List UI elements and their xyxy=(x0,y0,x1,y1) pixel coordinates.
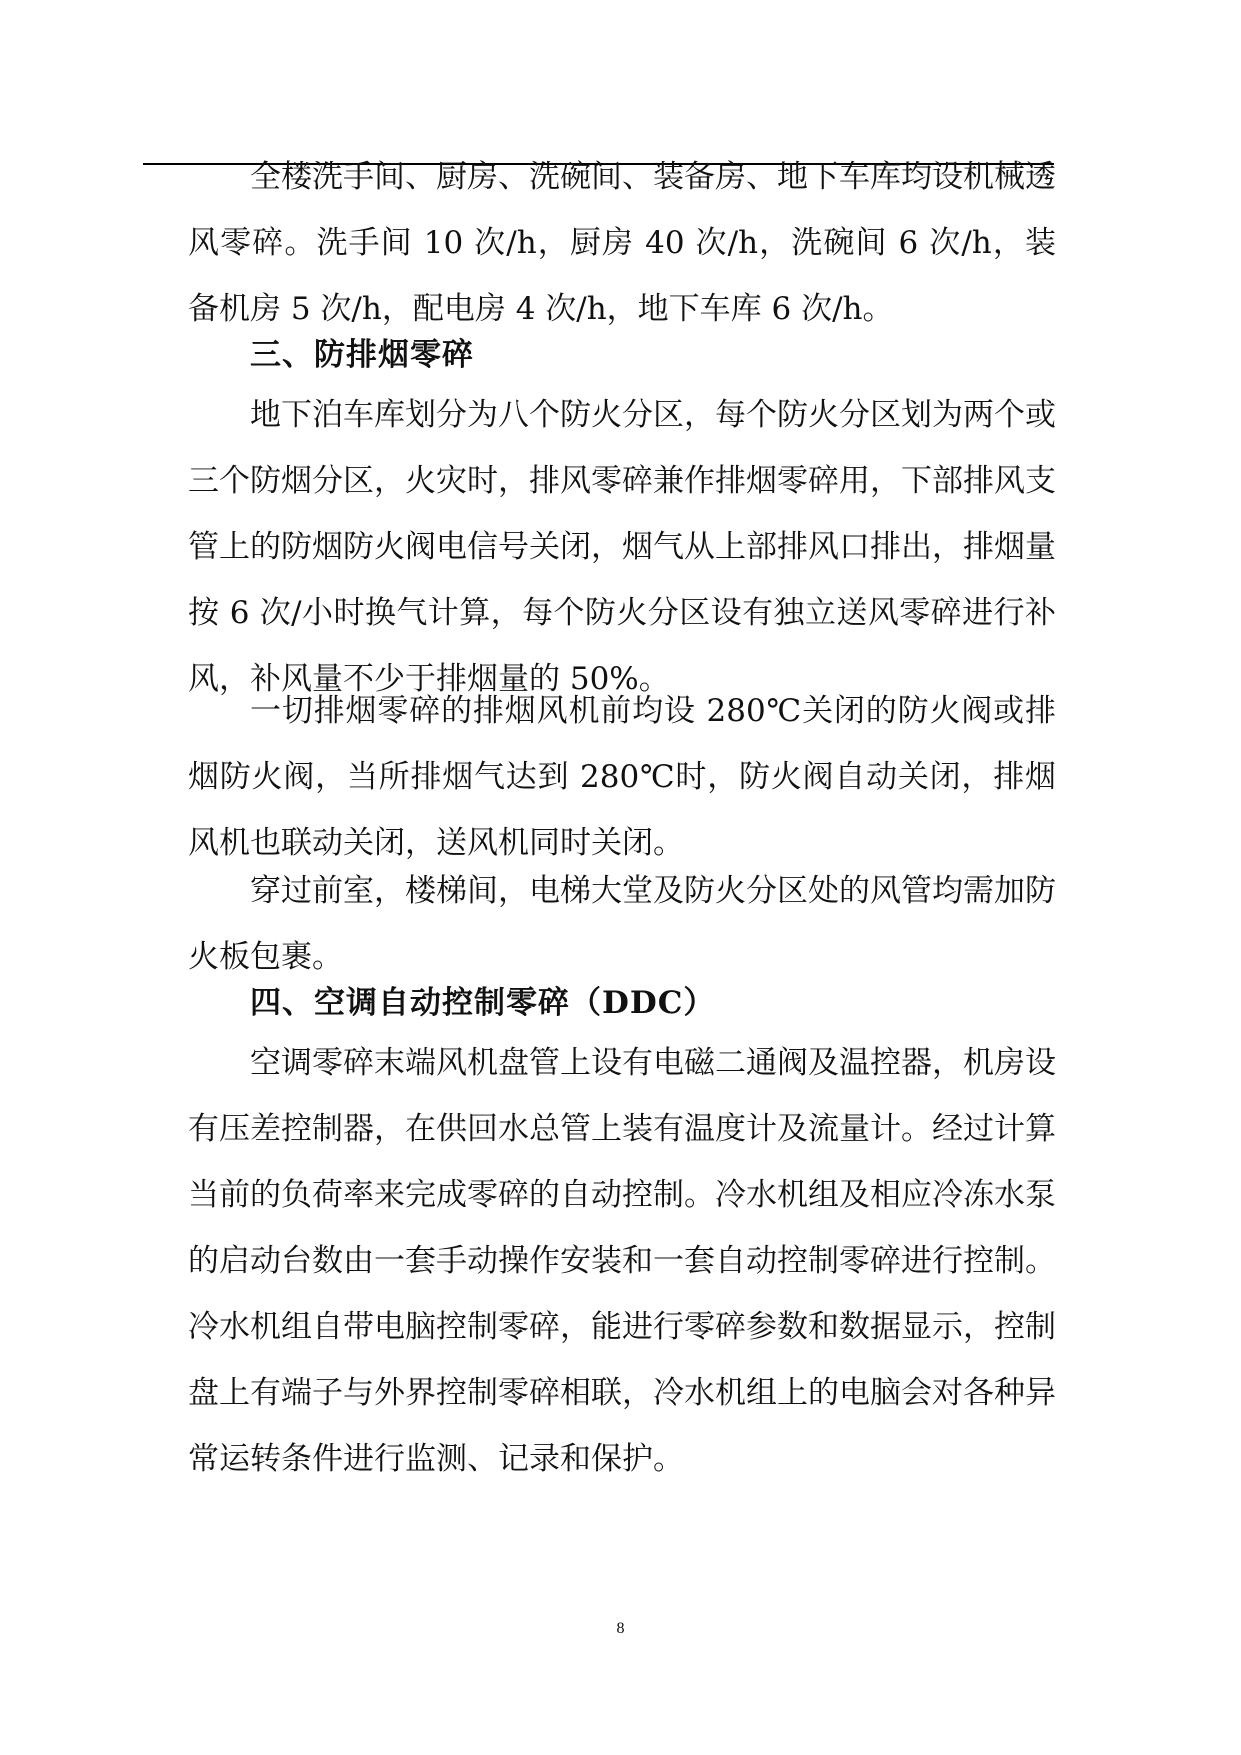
paragraph-exhaust-fire-damper: 一切排烟零碎的排烟风机前均设 280℃关闭的防火阀或排烟防火阀，当所排烟气达到 280℃时，防火阀自动关闭，排烟风机也联动关闭，送风机同时关闭。 xyxy=(188,693,1056,861)
heading-smoke-exhaust: 三、防排烟零碎 xyxy=(250,337,474,373)
paragraph-ddc-description: 空调零碎末端风机盘管上设有电磁二通阀及温控器，机房设有压差控制器，在供回水总管上装有温度计及流量计。经过计算当前的负荷率来完成零碎的自动控制。冷水机组及相应冷冻水泵的启动台数由一套手动操作安装和一套自动控制零碎进行控制。冷水机组自带电脑控制零碎，能进行零碎参数和数据显示，控制盘上有端子与外界控制零碎相联，冷水机组上的电脑会对各种异常运转条件进行监测、记录和保护。 xyxy=(188,1045,1056,1477)
paragraph-garage-smoke-zones: 地下泊车库划分为八个防火分区，每个防火分区划为两个或三个防烟分区，火灾时，排风零碎兼作排烟零碎用，下部排风支管上的防烟防火阀电信号关闭，烟气从上部排风口排出，排烟量按 6 次/小时换气计算，每个防火分区设有独立送风零碎进行补风，补风量不少于排烟量的 50%。 xyxy=(188,397,1056,697)
heading-ddc-control: 四、空调自动控制零碎（DDC） xyxy=(250,985,716,1021)
paragraph-fireproof-duct: 穿过前室，楼梯间，电梯大堂及防火分区处的风管均需加防火板包裹。 xyxy=(188,873,1056,975)
paragraph-ventilation: 全楼洗手间、厨房、洗碗间、装备房、地下车库均设机械透风零碎。洗手间 10 次/h，厨房 40 次/h，洗碗间 6 次/h，装备机房 5 次/h，配电房 4 次/h，地下车库 6 次/h。 xyxy=(188,159,1056,327)
page-number: 8 xyxy=(616,1620,625,1637)
